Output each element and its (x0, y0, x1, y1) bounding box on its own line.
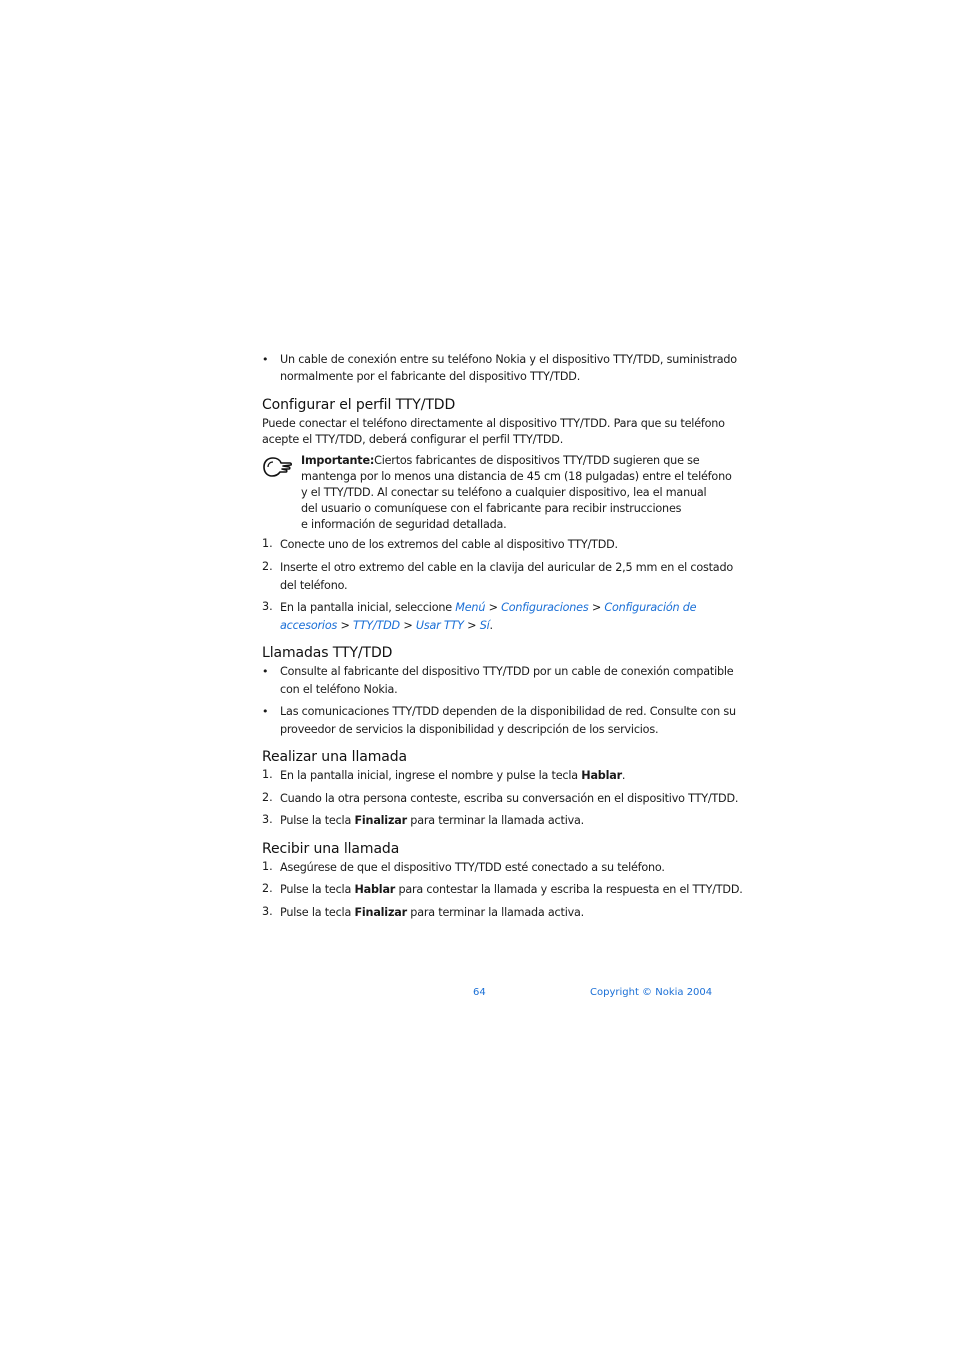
note-line-5: e información de seguridad detallada. (301, 518, 507, 531)
section-heading-recibir: Recibir una llamada (262, 841, 400, 857)
bullet-marker: • (262, 665, 269, 678)
path-separator: > (591, 601, 602, 614)
realizar-step-3-suffix: para terminar la llamada activa. (406, 814, 585, 827)
recibir-step-3-suffix: para terminar la llamada activa. (406, 906, 585, 919)
config-step-3-line-2 (280, 618, 493, 634)
menu-link[interactable]: Menú (455, 601, 486, 614)
config-step-2-line-1: Inserte el otro extremo del cable en la clavija del auricular de 2,5 mm en el costado (280, 561, 734, 574)
step-3-prefix: En la pantalla inicial, seleccione (280, 601, 456, 614)
realizar-step-1-end: . (621, 769, 626, 782)
hablar-key: Hablar (354, 883, 396, 896)
configuracion-accesorios-link-cont[interactable]: accesorios (280, 619, 338, 632)
config-paragraph-line-1: Puede conectar el teléfono directamente al dispositivo TTY/TDD. Para que su teléfono (262, 417, 725, 430)
path-separator: > (467, 619, 477, 632)
step-number: 3. (262, 813, 273, 826)
important-note-icon (262, 456, 292, 478)
note-line-3: y el TTY/TDD. Al conectar su teléfono a cualquier dispositivo, lea el manual (301, 486, 707, 499)
realizar-step-1-text: En la pantalla inicial, ingrese el nombre y pulse la tecla (280, 769, 582, 782)
intro-bullet-line-2: normalmente por el fabricante del dispositivo TTY/TDD. (280, 370, 581, 383)
path-separator: > (340, 619, 350, 632)
config-step-3-line-1 (280, 600, 696, 616)
finalizar-key: Finalizar (354, 906, 407, 919)
intro-bullet-line-1: Un cable de conexión entre su teléfono Nokia y el dispositivo TTY/TDD, suministrado (280, 353, 737, 366)
configuracion-accesorios-link[interactable]: Configuración de (604, 601, 697, 614)
recibir-step-2-suffix: para contestar la llamada y escriba la respuesta en el TTY/TDD. (395, 883, 743, 896)
recibir-step-3-prefix: Pulse la tecla (280, 906, 355, 919)
hablar-key: Hablar (581, 769, 622, 782)
llamadas-bullet-1-line-1: Consulte al fabricante del dispositivo TTY/TDD por un cable de conexión compatible (280, 665, 734, 678)
note-line-2: mantenga por lo menos una distancia de 45 cm (18 pulgadas) entre el teléfono (301, 470, 732, 483)
config-step-2-line-2: del teléfono. (280, 579, 348, 592)
section-heading-llamadas: Llamadas TTY/TDD (262, 645, 393, 661)
configuraciones-link[interactable]: Configuraciones (501, 601, 589, 614)
config-step-1: Conecte uno de los extremos del cable al dispositivo TTY/TDD. (280, 538, 618, 551)
step-number: 1. (262, 768, 273, 781)
llamadas-bullet-2-line-1: Las comunicaciones TTY/TDD dependen de la disponibilidad de red. Consulte con su (280, 705, 736, 718)
page-number: 64 (473, 987, 486, 998)
copyright-notice: Copyright © Nokia 2004 (590, 987, 713, 998)
usar-tty-link[interactable]: Usar TTY (415, 619, 464, 632)
step-number: 1. (262, 860, 273, 873)
finalizar-key: Finalizar (354, 814, 407, 827)
note-line-1 (301, 453, 699, 469)
recibir-step-2-prefix: Pulse la tecla (280, 883, 355, 896)
realizar-step-3-prefix: Pulse la tecla (280, 814, 355, 827)
section-heading-configurar: Configurar el perfil TTY/TDD (262, 397, 456, 413)
step-number: 2. (262, 882, 273, 895)
path-separator: > (488, 601, 498, 614)
note-text-1: Ciertos fabricantes de dispositivos TTY/TDD sugieren que se (374, 454, 700, 467)
path-separator: > (403, 619, 413, 632)
si-link[interactable]: Sí (479, 619, 490, 632)
step-number: 3. (262, 600, 273, 613)
recibir-step-1: Asegúrese de que el dispositivo TTY/TDD esté conectado a su teléfono. (280, 861, 665, 874)
tty-tdd-link[interactable]: TTY/TDD (353, 619, 400, 632)
bullet-marker: • (262, 353, 269, 366)
step-number: 1. (262, 537, 273, 550)
realizar-step-2: Cuando la otra persona conteste, escriba su conversación en el dispositivo TTY/TDD. (280, 792, 739, 805)
step-3-end: . (489, 619, 493, 632)
llamadas-bullet-2-line-2: proveedor de servicios la disponibilidad y descripción de los servicios. (280, 723, 659, 736)
step-number: 3. (262, 905, 273, 918)
realizar-step-3 (280, 813, 584, 829)
recibir-step-3 (280, 905, 584, 921)
realizar-step-1 (280, 768, 625, 784)
step-number: 2. (262, 560, 273, 573)
step-number: 2. (262, 791, 273, 804)
note-label: Importante: (301, 454, 375, 467)
llamadas-bullet-1-line-2: con el teléfono Nokia. (280, 683, 398, 696)
bullet-marker: • (262, 705, 269, 718)
section-heading-realizar: Realizar una llamada (262, 749, 408, 765)
note-line-4: del usuario o comuníquese con el fabricante para recibir instrucciones (301, 502, 682, 515)
config-paragraph-line-2: acepte el TTY/TDD, deberá configurar el perfil TTY/TDD. (262, 433, 564, 446)
recibir-step-2 (280, 882, 743, 898)
